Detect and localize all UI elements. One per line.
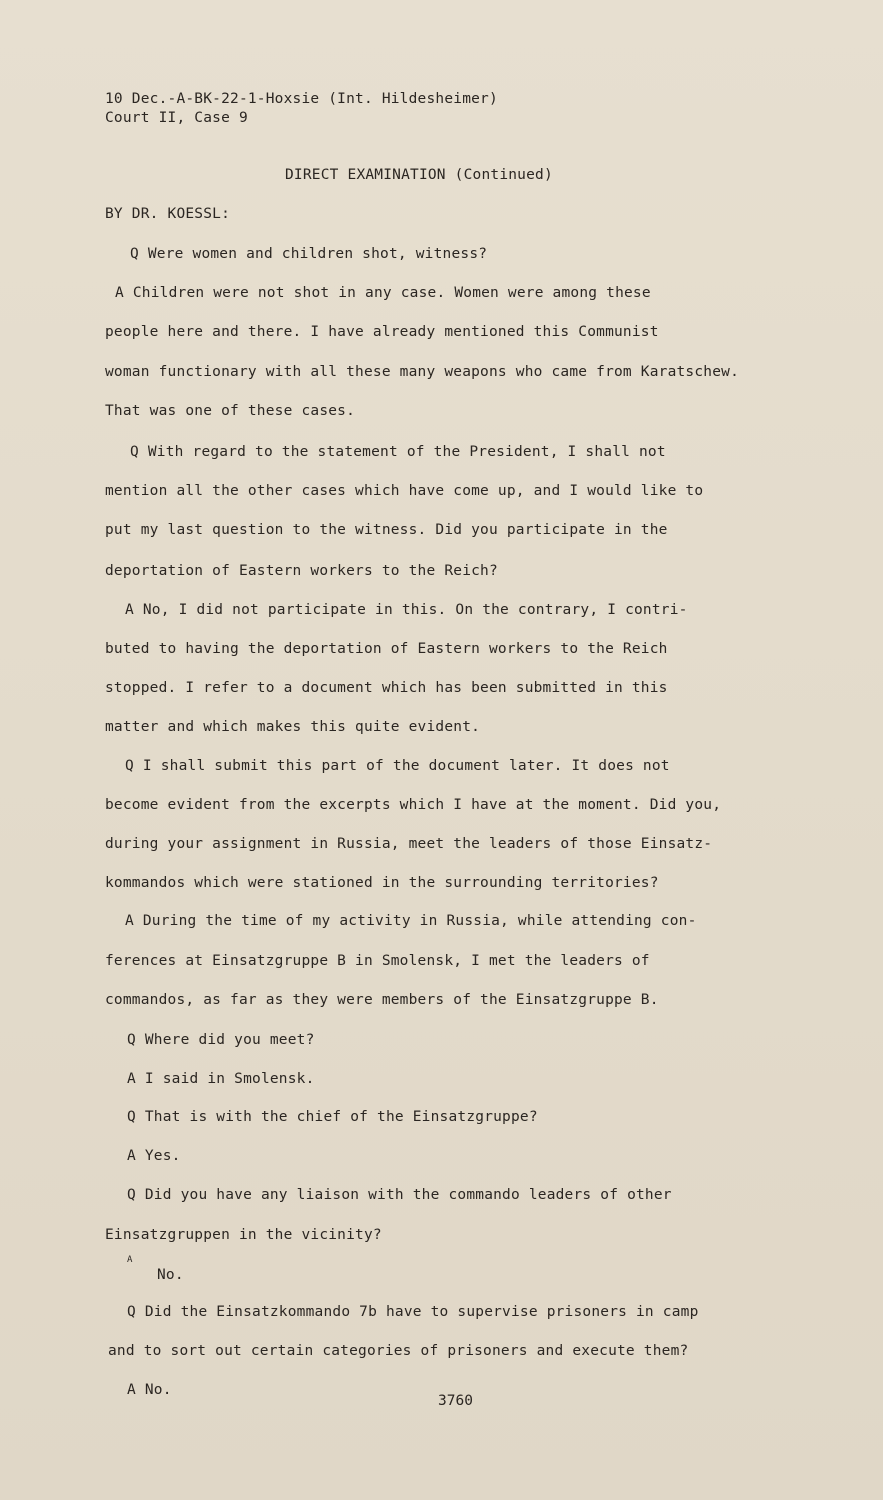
transcript-line: A During the time of my activity in Russia, while attending con- (125, 913, 697, 929)
transcript-line: Q I shall submit this part of the document later. It does not (125, 758, 670, 774)
transcript-line: A No, I did not participate in this. On the contrary, I contri- (125, 602, 688, 618)
transcript-line: commandos, as far as they were members of the Einsatzgruppe B. (105, 992, 659, 1008)
transcript-line: put my last question to the witness. Did you participate in the (105, 522, 668, 538)
transcript-line: matter and which makes this quite evident. (105, 719, 481, 735)
transcript-line: No. (157, 1267, 184, 1283)
transcript-line: A I said in Smolensk. (127, 1071, 315, 1087)
transcript-line: A Yes. (127, 1148, 181, 1164)
transcript-line: become evident from the excerpts which I have at the moment. Did you, (105, 797, 722, 813)
transcript-line: woman functionary with all these many weapons who came from Karatschew. (105, 364, 740, 380)
section-title: DIRECT EXAMINATION (Continued) (285, 167, 553, 183)
transcript-line: A Children were not shot in any case. Women were among these (115, 285, 651, 301)
case-reference-line: 10 Dec.-A-BK-22-1-Hoxsie (Int. Hildesheimer) (105, 91, 498, 107)
transcript-line: Q Where did you meet? (127, 1032, 315, 1048)
transcript-line: Einsatzgruppen in the vicinity? (105, 1227, 382, 1243)
transcript-line: A No. (127, 1382, 172, 1398)
transcript-line: kommandos which were stationed in the surrounding territories? (105, 875, 659, 891)
examiner-label: BY DR. KOESSL: (105, 206, 231, 222)
transcript-line: people here and there. I have already mentioned this Communist (105, 324, 659, 340)
page-number: 3760 (438, 1393, 473, 1409)
transcript-line: Q Did you have any liaison with the commando leaders of other (127, 1187, 672, 1203)
transcript-line: That was one of these cases. (105, 403, 356, 419)
transcript-line: buted to having the deportation of Eastern workers to the Reich (105, 641, 668, 657)
transcript-line: ferences at Einsatzgruppe B in Smolensk, I met the leaders of (105, 953, 650, 969)
transcript-line: Q That is with the chief of the Einsatzgruppe? (127, 1109, 538, 1125)
court-case-line: Court II, Case 9 (105, 110, 248, 126)
transcript-line: Q Were women and children shot, witness? (130, 246, 488, 262)
transcript-line: deportation of Eastern workers to the Reich? (105, 563, 498, 579)
transcript-line: Q Did the Einsatzkommando 7b have to supervise prisoners in camp (127, 1304, 699, 1320)
answer-marker: A (127, 1255, 133, 1265)
transcript-line: during your assignment in Russia, meet the leaders of those Einsatz- (105, 836, 713, 852)
transcript-line: Q With regard to the statement of the President, I shall not (130, 444, 666, 460)
transcript-line: and to sort out certain categories of prisoners and execute them? (108, 1343, 689, 1359)
transcript-line: mention all the other cases which have come up, and I would like to (105, 483, 704, 499)
transcript-line: stopped. I refer to a document which has been submitted in this (105, 680, 668, 696)
